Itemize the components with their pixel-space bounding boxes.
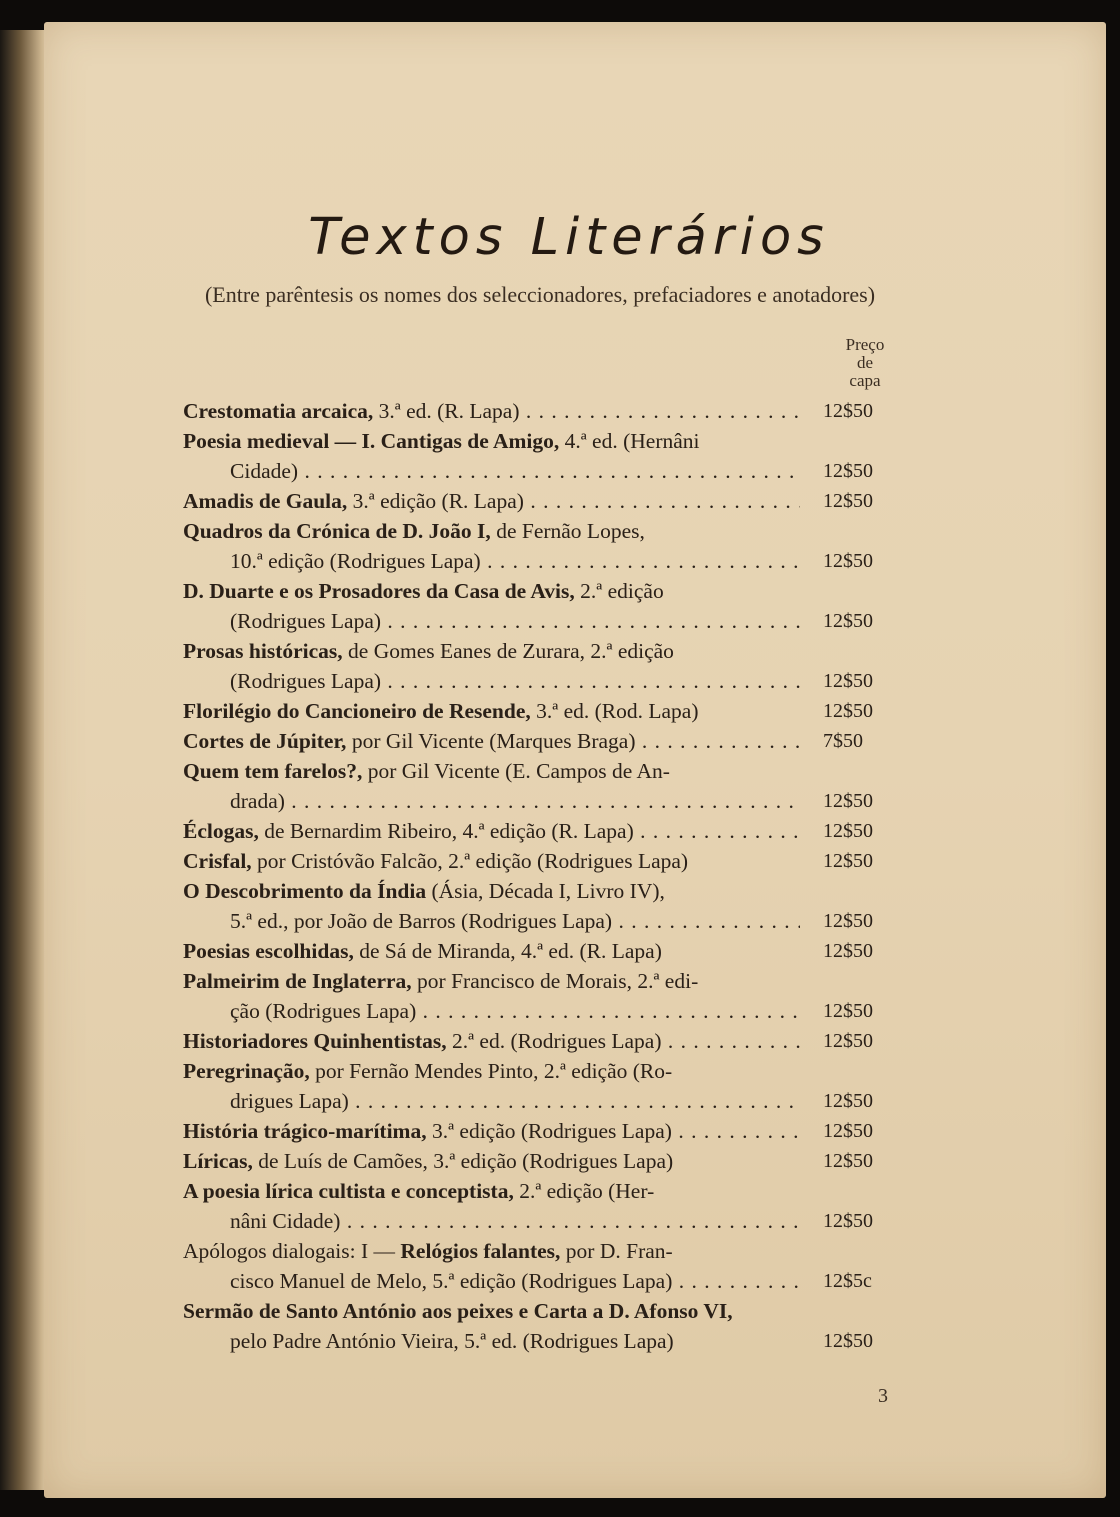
- entry-line: [183, 516, 800, 546]
- entry-title: Quem tem farelos?,: [183, 759, 363, 783]
- list-item: [183, 1146, 903, 1176]
- entry-price: 12$50: [823, 820, 873, 842]
- price-header-line: Preço: [845, 335, 885, 354]
- entry-row: [183, 906, 903, 936]
- list-item: [183, 636, 903, 696]
- entry-title: D. Duarte e os Prosadores da Casa de Avis,: [183, 579, 575, 603]
- entry-price: 12$50: [823, 610, 873, 632]
- list-item: [183, 696, 903, 726]
- entry-title: Crisfal,: [183, 849, 252, 873]
- entry-text: 2.ª edição: [574, 579, 664, 603]
- list-item: [183, 396, 903, 426]
- entry-text: 3.ª edição (Rodrigues Lapa): [426, 1119, 672, 1143]
- entry-price: 12$50: [823, 1090, 873, 1112]
- entry-text: de Luís de Camões, 3.ª edição (Rodrigues Lapa): [252, 1149, 674, 1173]
- dot-leader: [416, 999, 800, 1023]
- list-item: [183, 426, 903, 486]
- entry-text: Cidade): [230, 459, 299, 483]
- dot-leader: [349, 1089, 800, 1113]
- entry-line: [183, 846, 800, 876]
- entry-title: História trágico-marítima,: [183, 1119, 427, 1143]
- entry-row: [183, 1326, 903, 1356]
- entry-line: [183, 996, 800, 1026]
- entry-text: 2.ª ed. (Rodrigues Lapa): [446, 1029, 662, 1053]
- entry-row: [183, 486, 903, 516]
- entry-line: [183, 816, 800, 846]
- entry-price: 12$50: [823, 550, 873, 572]
- dot-leader: [636, 729, 800, 753]
- entry-line: [183, 906, 800, 936]
- page-number: 3: [878, 1385, 888, 1407]
- entry-text: pelo Padre António Vieira, 5.ª ed. (Rodrigues Lapa): [230, 1329, 674, 1353]
- dot-leader: [481, 549, 800, 573]
- book-list: [183, 396, 903, 1356]
- dot-leader: [340, 1209, 800, 1233]
- entry-text: drigues Lapa): [230, 1089, 349, 1113]
- entry-text: 2.ª edição (Her-: [513, 1179, 655, 1203]
- price-header-line: de: [856, 353, 874, 372]
- entry-line: [183, 666, 800, 696]
- entry-row: [183, 1146, 903, 1176]
- entry-text: ção (Rodrigues Lapa): [230, 999, 417, 1023]
- dot-leader: [634, 819, 800, 843]
- entry-price: 12$50: [823, 1210, 873, 1232]
- entry-row: [183, 666, 903, 696]
- entry-title: Poesias escolhidas,: [183, 939, 354, 963]
- entry-row: [183, 786, 903, 816]
- entry-title: Poesia medieval — I. Cantigas de Amigo,: [183, 429, 560, 453]
- entry-title: Florilégio do Cancioneiro de Resende,: [183, 699, 531, 723]
- entry-line: [183, 966, 800, 996]
- entry-row: [183, 816, 903, 846]
- entry-price: 12$50: [823, 1150, 873, 1172]
- entry-row: [183, 726, 903, 756]
- list-item: [183, 1236, 903, 1296]
- entry-line: [183, 1176, 800, 1206]
- entry-text: por Gil Vicente (E. Campos de An-: [362, 759, 670, 783]
- entry-price: 12$50: [823, 850, 873, 872]
- dot-leader: [612, 909, 800, 933]
- entry-title: Historiadores Quinhentistas,: [183, 1029, 447, 1053]
- entry-title: Peregrinação,: [183, 1059, 310, 1083]
- dot-leader: [381, 669, 800, 693]
- entry-text: de Sá de Miranda, 4.ª ed. (R. Lapa): [353, 939, 662, 963]
- dot-leader: [520, 399, 801, 423]
- entry-row: [183, 1086, 903, 1116]
- entry-row: [183, 1026, 903, 1056]
- entry-line: [183, 726, 800, 756]
- list-item: [183, 516, 903, 576]
- list-item: [183, 576, 903, 636]
- entry-title: Prosas históricas,: [183, 639, 343, 663]
- entry-price: 12$50: [823, 910, 873, 932]
- entry-line: [183, 1056, 800, 1086]
- entry-line: [183, 876, 800, 906]
- entry-row: [183, 456, 903, 486]
- entry-line: [183, 696, 800, 726]
- entry-title: Amadis de Gaula,: [183, 489, 348, 513]
- entry-line: [183, 546, 800, 576]
- list-item: [183, 816, 903, 846]
- entry-text: 3.ª ed. (Rod. Lapa): [530, 699, 699, 723]
- entry-row: [183, 846, 903, 876]
- entry-line: [183, 1206, 800, 1236]
- entry-line: [183, 1296, 800, 1326]
- entry-price: 7$50: [823, 730, 863, 752]
- entry-row: [183, 546, 903, 576]
- entry-price: 12$50: [823, 1330, 873, 1352]
- list-item: [183, 486, 903, 516]
- entry-line: [183, 1236, 800, 1266]
- entry-line: [183, 396, 800, 426]
- entry-line: [183, 486, 800, 516]
- list-item: [183, 936, 903, 966]
- entry-line: [183, 1266, 800, 1296]
- entry-title: Palmeirim de Inglaterra,: [183, 969, 412, 993]
- entry-title: O Descobrimento da Índia: [183, 879, 427, 903]
- entry-title: Sermão de Santo António aos peixes e Carta a D. Afonso VI,: [183, 1299, 733, 1323]
- dot-leader: [381, 609, 800, 633]
- entry-text: (Rodrigues Lapa): [230, 609, 382, 633]
- entry-row: [183, 936, 903, 966]
- entry-title: Quadros da Crónica de D. João I,: [183, 519, 491, 543]
- entry-text: de Fernão Lopes,: [490, 519, 645, 543]
- entry-text: 5.ª ed., por João de Barros (Rodrigues Lapa): [230, 909, 613, 933]
- entry-text: de Bernardim Ribeiro, 4.ª edição (R. Lapa): [258, 819, 634, 843]
- entry-row: [183, 396, 903, 426]
- entry-title: Relógios falantes,: [400, 1239, 561, 1263]
- entry-line: [183, 636, 800, 666]
- entry-row: [183, 1266, 903, 1296]
- entry-text: por Gil Vicente (Marques Braga): [346, 729, 636, 753]
- list-item: [183, 846, 903, 876]
- entry-text: por Francisco de Morais, 2.ª edi-: [411, 969, 699, 993]
- entry-line: [183, 426, 800, 456]
- list-item: [183, 1296, 903, 1356]
- dot-leader: [662, 1029, 800, 1053]
- entry-line: [183, 576, 800, 606]
- entry-price: 12$50: [823, 700, 873, 722]
- price-column-header: [820, 336, 910, 390]
- entry-text: nâni Cidade): [230, 1209, 341, 1233]
- entry-row: [183, 996, 903, 1026]
- entry-price: 12$50: [823, 490, 873, 512]
- list-item: [183, 876, 903, 936]
- entry-price: 12$50: [823, 1120, 873, 1142]
- entry-text: 4.ª ed. (Hernâni: [559, 429, 700, 453]
- entry-text: 3.ª edição (R. Lapa): [347, 489, 524, 513]
- dot-leader: [672, 1269, 800, 1293]
- entry-price: 12$50: [823, 940, 873, 962]
- page-title: Textos Literários: [308, 208, 830, 267]
- entry-price: 12$5c: [823, 1270, 872, 1292]
- entry-price: 12$50: [823, 1030, 873, 1052]
- entry-text: por D. Fran-: [560, 1239, 673, 1263]
- entry-price: 12$50: [823, 400, 873, 422]
- entry-text: 10.ª edição (Rodrigues Lapa): [230, 549, 481, 573]
- entry-line: [183, 756, 800, 786]
- entry-text: cisco Manuel de Melo, 5.ª edição (Rodrigues Lapa): [230, 1269, 673, 1293]
- entry-price: 12$50: [823, 460, 873, 482]
- entry-text: de Gomes Eanes de Zurara, 2.ª edição: [342, 639, 674, 663]
- list-item: [183, 1176, 903, 1236]
- entry-text: (Ásia, Década I, Livro IV),: [426, 879, 665, 903]
- entry-line: [183, 786, 800, 816]
- entry-text: Apólogos dialogais: I —: [183, 1239, 401, 1263]
- entry-text: por Cristóvão Falcão, 2.ª edição (Rodrigues Lapa): [251, 849, 689, 873]
- entry-title: Éclogas,: [183, 819, 259, 843]
- entry-row: [183, 696, 903, 726]
- entry-line: [183, 606, 800, 636]
- list-item: [183, 1116, 903, 1146]
- list-item: [183, 1056, 903, 1116]
- entry-title: A poesia lírica cultista e conceptista,: [183, 1179, 514, 1203]
- entry-text: 3.ª ed. (R. Lapa): [373, 399, 520, 423]
- entry-line: [183, 1326, 800, 1356]
- list-item: [183, 756, 903, 816]
- entry-title: Cortes de Júpiter,: [183, 729, 347, 753]
- entry-text: por Fernão Mendes Pinto, 2.ª edição (Ro-: [309, 1059, 673, 1083]
- entry-line: [183, 1146, 800, 1176]
- entry-line: [183, 1116, 800, 1146]
- list-item: [183, 1026, 903, 1056]
- dot-leader: [524, 489, 800, 513]
- entry-title: Líricas,: [183, 1149, 253, 1173]
- dot-leader: [285, 789, 800, 813]
- entry-text: drada): [230, 789, 285, 813]
- entry-row: [183, 1116, 903, 1146]
- dot-leader: [298, 459, 800, 483]
- list-item: [183, 966, 903, 1026]
- list-item: [183, 726, 903, 756]
- entry-price: 12$50: [823, 670, 873, 692]
- entry-price: 12$50: [823, 1000, 873, 1022]
- entry-row: [183, 1206, 903, 1236]
- dot-leader: [672, 1119, 800, 1143]
- entry-price: 12$50: [823, 790, 873, 812]
- price-header-line: capa: [849, 371, 881, 390]
- entry-text: (Rodrigues Lapa): [230, 669, 382, 693]
- entry-line: [183, 936, 800, 966]
- entry-line: [183, 1086, 800, 1116]
- entry-line: [183, 1026, 800, 1056]
- page-subtitle: (Entre parêntesis os nomes dos seleccionadores, prefaciadores e anotadores): [204, 282, 876, 307]
- entry-line: [183, 456, 800, 486]
- entry-title: Crestomatia arcaica,: [183, 399, 374, 423]
- entry-row: [183, 606, 903, 636]
